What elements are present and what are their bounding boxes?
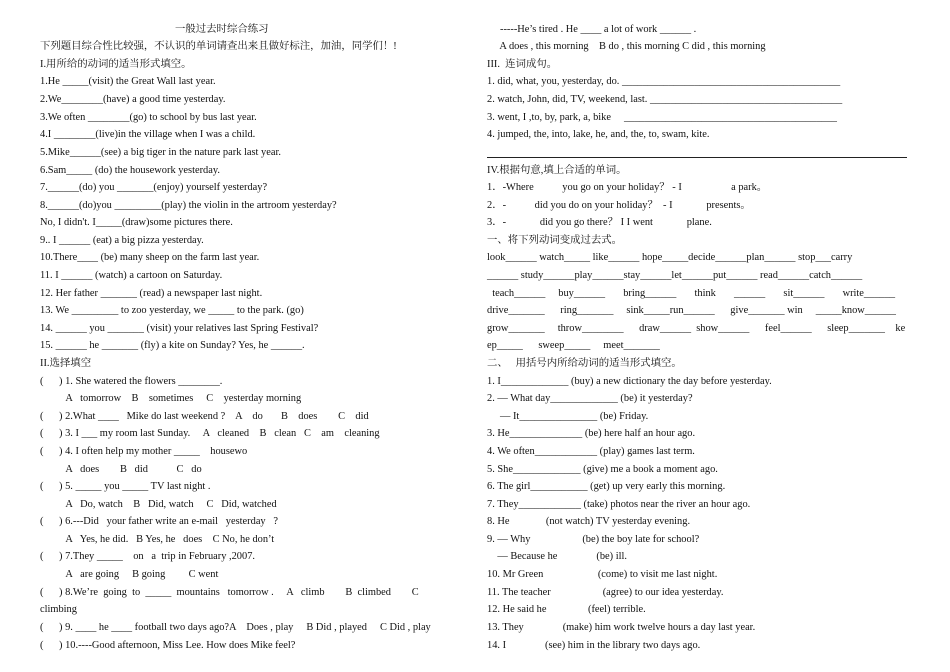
left-line-31: A are going B going C went bbox=[40, 569, 219, 580]
left-line-9: 7.______(do) you _______(enjoy) yourself yesterday? bbox=[40, 182, 268, 193]
right-line-11: 3．- did you go there？ I I went plane. bbox=[487, 217, 712, 228]
left-line-14: 11. I ______ (watch) a cartoon on Saturday. bbox=[40, 270, 223, 281]
right-line-29: 9. — Why (be) the boy late for school? bbox=[487, 534, 700, 545]
right-line-6: 4. jumped, the, into, lake, he, and, the, to, swam, kite. bbox=[487, 129, 710, 140]
right-line-30: — Because he (be) ill. bbox=[487, 551, 627, 562]
right-line-25: 5. She_____________ (give) me a book a moment ago. bbox=[487, 464, 718, 475]
left-line-28: ( ) 6.---Did your father write an e-mail yesterday ? bbox=[40, 516, 279, 527]
right-line-9: 1．-Where you go on your holiday？ - I a park。 bbox=[487, 182, 768, 193]
right-line-27: 7. They____________ (take) photos near the river an hour ago. bbox=[487, 499, 751, 510]
right-line-13: look______ watch_____ like______ hope_____decide______plan______ stop___carry bbox=[487, 252, 853, 263]
left-line-29: A Yes, he did. B Yes, he does C No, he don’t bbox=[40, 534, 275, 545]
left-line-17: 14. ______ you _______ (visit) your relatives last Spring Festival? bbox=[40, 323, 319, 334]
left-line-32: ( ) 8.We’re going to _____ mountains tomorrow . A climb B climbed C bbox=[40, 587, 419, 598]
left-line-24: ( ) 4. I often help my mother _____ housewo bbox=[40, 446, 248, 457]
left-line-4: 2.We________(have) a good time yesterday. bbox=[40, 94, 226, 105]
right-line-33: 12. He said he (feel) terrible. bbox=[487, 604, 646, 615]
right-line-35: 14. I (see) him in the library two days ago. bbox=[487, 640, 701, 651]
right-line-32: 11. The teacher (agree) to our idea yesterday. bbox=[487, 587, 724, 598]
right-line-16: drive_______ ring_______ sink_____run______ give_______ win _____know______ bbox=[487, 305, 896, 316]
left-line-30: ( ) 7.They _____ on a trip in February ,2007. bbox=[40, 551, 255, 562]
left-line-22: ( ) 2.What ____ Mike do last weekend ? A do B does C did bbox=[40, 411, 369, 422]
right-line-0: -----He’s tired . He ____ a lot of work ______ . bbox=[487, 24, 697, 35]
right-line-8: IV.根据句意,填上合适的单词。 bbox=[487, 165, 627, 176]
left-line-11: No, I didn't. I_____(draw)some pictures there. bbox=[40, 217, 233, 228]
left-line-0: 一般过去时综合练习 bbox=[175, 24, 269, 35]
left-line-23: ( ) 3. I ___ my room last Sunday. A cleaned B clean C am cleaning bbox=[40, 428, 380, 439]
left-line-8: 6.Sam_____ (do) the housework yesterday. bbox=[40, 165, 220, 176]
right-line-24: 4. We often____________ (play) games last term. bbox=[487, 446, 695, 457]
right-line-21: 2. — What day_____________ (be) it yesterday? bbox=[487, 393, 693, 404]
right-line-14: ______ study______play______stay______let______put______ read______catch______ bbox=[487, 270, 863, 281]
left-line-27: A Do, watch B Did, watch C Did, watched bbox=[40, 499, 277, 510]
left-line-25: A does B did C do bbox=[40, 464, 202, 475]
right-line-15: teach______ buy______ bring______ think ______ sit______ write______ bbox=[487, 288, 896, 299]
right-line-2: III. 连词成句。 bbox=[487, 59, 558, 70]
answer-line bbox=[487, 157, 907, 158]
left-line-18: 15. ______ he _______ (fly) a kite on Sunday? Yes, he ______. bbox=[40, 340, 305, 351]
right-line-18: ep_____ sweep_____ meet_______ bbox=[487, 340, 660, 351]
right-line-17: grow_______ throw________ draw______ show______ feel______ sleep_______ ke bbox=[487, 323, 906, 334]
right-line-28: 8. He (not watch) TV yesterday evening. bbox=[487, 516, 691, 527]
right-line-12: 一、将下列动词变成过去式。 bbox=[487, 235, 623, 246]
left-line-10: 8.______(do)you _________(play) the violin in the artroom yesterday? bbox=[40, 200, 337, 211]
right-line-22: — It_______________ (be) Friday. bbox=[487, 411, 649, 422]
left-line-21: A tomorrow B sometimes C yesterday morning bbox=[40, 393, 302, 404]
left-line-13: 10.There____ (be) many sheep on the farm last year. bbox=[40, 252, 260, 263]
left-line-1: 下列题目综合性比较强，不认识的单词请查出来且做好标注，加油，同学们！! bbox=[40, 41, 397, 52]
right-line-19: 二、 用括号内所给动词的适当形式填空。 bbox=[487, 358, 682, 369]
left-line-19: II.选择填空 bbox=[40, 358, 92, 369]
left-line-20: ( ) 1. She watered the flowers ________. bbox=[40, 376, 223, 387]
right-line-31: 10. Mr Green (come) to visit me last night. bbox=[487, 569, 718, 580]
left-line-3: 1.He _____(visit) the Great Wall last year. bbox=[40, 76, 216, 87]
right-line-10: 2．- did you do on your holiday？ - I presents。 bbox=[487, 200, 751, 211]
left-line-2: I.用所给的动词的适当形式填空。 bbox=[40, 59, 192, 70]
left-line-5: 3.We often ________(go) to school by bus last year. bbox=[40, 112, 257, 123]
right-line-23: 3. He______________ (be) here half an hour ago. bbox=[487, 428, 696, 439]
left-line-33: climbing bbox=[40, 604, 77, 615]
left-line-15: 12. Her father _______ (read) a newspaper last night. bbox=[40, 288, 263, 299]
right-line-4: 2. watch, John, did, TV, weekend, last. _____________________________________ bbox=[487, 94, 843, 105]
left-line-34: ( ) 9. ____ he ____ football two days ago?A Does , play B Did , played C Did , play bbox=[40, 622, 431, 633]
right-line-20: 1. I_____________ (buy) a new dictionary the day before yesterday. bbox=[487, 376, 772, 387]
left-line-6: 4.I ________(live)in the village when I was a child. bbox=[40, 129, 256, 140]
left-line-35: ( ) 10.----Good afternoon, Miss Lee. How does Mike feel? bbox=[40, 640, 296, 651]
right-line-1: A does , this morning B do , this morning C did , this morning bbox=[487, 41, 766, 52]
left-line-16: 13. We _________ to zoo yesterday, we _____ to the park. (go) bbox=[40, 305, 304, 316]
right-line-3: 1. did, what, you, yesterday, do. __________________________________________ bbox=[487, 76, 841, 87]
right-line-5: 3. went, I ,to, by, park, a, bike _________________________________________ bbox=[487, 112, 837, 123]
left-line-26: ( ) 5. _____ you _____ TV last night . bbox=[40, 481, 211, 492]
left-line-12: 9.. I ______ (eat) a big pizza yesterday. bbox=[40, 235, 204, 246]
left-line-7: 5.Mike______(see) a big tiger in the nature park last year. bbox=[40, 147, 281, 158]
right-line-26: 6. The girl___________ (get) up very early this morning. bbox=[487, 481, 726, 492]
right-line-34: 13. They (make) him work twelve hours a day last year. bbox=[487, 622, 756, 633]
